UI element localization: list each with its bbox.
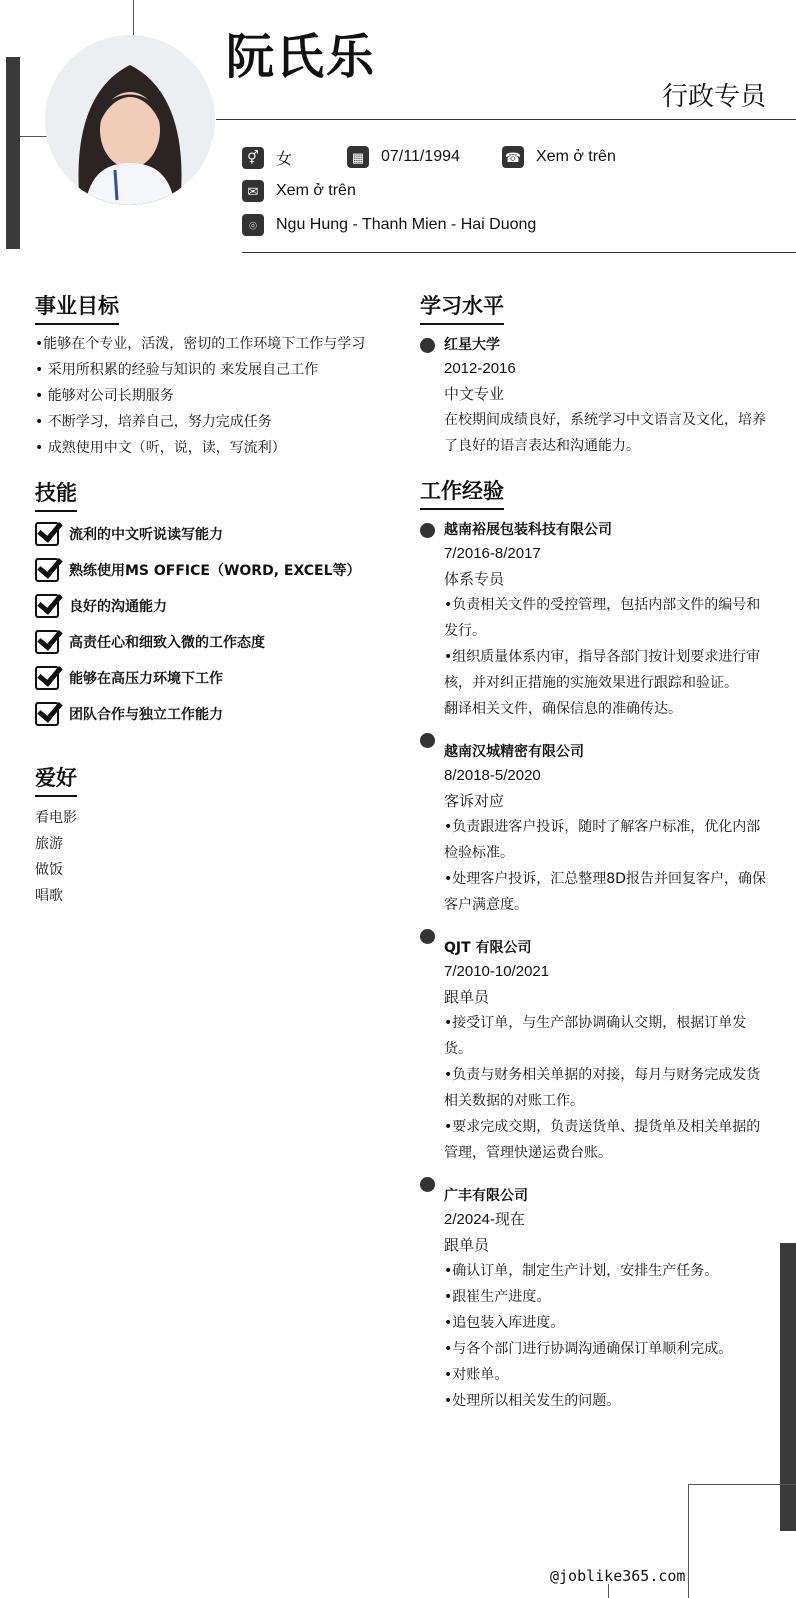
education-heading: 学习水平: [420, 290, 504, 325]
left-column: [35, 290, 385, 909]
experience-heading: 工作经验: [420, 475, 504, 510]
calendar-icon: ▦: [347, 146, 369, 168]
experience-entry: [420, 728, 770, 918]
job-period: 7/2016-8/2017: [444, 545, 541, 562]
skill-label: 流利的中文听说读写能力: [69, 527, 223, 543]
skill-item: [35, 696, 385, 732]
objective-list: [35, 331, 385, 461]
hobby-item: 唱歌: [35, 888, 63, 904]
hobby-item: 旅游: [35, 836, 63, 852]
bullet-dot: [420, 929, 435, 944]
top-divider-line: [133, 0, 134, 36]
objective-line: •能够在个专业，活泼，密切的工作环境下工作与学习: [35, 336, 366, 352]
bullet-dot: [420, 733, 435, 748]
bullet-dot: [420, 338, 435, 353]
school-major: 中文专业: [444, 385, 505, 403]
objective-line: • 能够对公司长期服务: [35, 388, 174, 404]
job-role: 跟单员: [444, 1236, 490, 1254]
hobby-item: 看电影: [35, 810, 77, 826]
gender-value: 女: [276, 151, 293, 168]
skill-item: [35, 624, 385, 660]
birthday-value: 07/11/1994: [381, 148, 460, 165]
job-role: 跟单员: [444, 988, 490, 1006]
skill-label: 团队合作与独立工作能力: [69, 707, 223, 723]
school-desc: 在校期间成绩良好，系统学习中文语言及文化，培养了良好的语言表达和沟通能力。: [444, 412, 766, 454]
phone-icon: ☎: [502, 146, 524, 168]
skill-label: 高责任心和细致入微的工作态度: [69, 635, 265, 651]
job-period: 7/2010-10/2021: [444, 963, 550, 980]
skill-label: 良好的沟通能力: [69, 599, 167, 615]
company-name: 越南裕展包装科技有限公司: [444, 522, 612, 538]
address-row: [242, 214, 536, 236]
skill-item: [35, 660, 385, 696]
job-duty: 翻译相关文件，确保信息的准确传达。: [444, 701, 682, 717]
check-icon: [35, 702, 59, 726]
check-icon: [35, 558, 59, 582]
company-name: 越南汉城精密有限公司: [444, 744, 584, 760]
right-accent-bar: [780, 1243, 796, 1531]
job-duty: •要求完成交期，负责送货单、提货单及相关单据的管理，管理快递运费台账。: [444, 1119, 761, 1161]
footer-frame-side: [688, 1484, 689, 1598]
hobbies-list: [35, 805, 385, 909]
company-name: 广丰有限公司: [444, 1188, 528, 1204]
candidate-name: 阮氏乐: [226, 29, 377, 85]
experience-entry: [420, 1172, 770, 1414]
gender-icon: ⚥: [242, 147, 264, 169]
footer-frame-top: [688, 1484, 796, 1485]
footer-watermark: @joblike365.com: [550, 1567, 686, 1585]
skills-heading: 技能: [35, 477, 77, 512]
education-entry: [420, 333, 770, 459]
location-icon: ⌾: [242, 214, 264, 236]
job-duty: •处理所以相关发生的问题。: [444, 1393, 621, 1409]
school-period: 2012-2016: [444, 360, 516, 377]
address-value: Ngu Hung - Thanh Mien - Hai Duong: [276, 216, 537, 233]
profile-photo: [45, 35, 215, 205]
mail-icon: ✉: [242, 180, 264, 202]
bullet-dot: [420, 1177, 435, 1192]
email-value: Xem ở trên: [276, 182, 356, 199]
right-column: [420, 290, 770, 1414]
job-duty: •处理客户投诉，汇总整理8D报告并回复客户，确保客户满意度。: [444, 871, 766, 913]
job-duty: •跟崔生产进度。: [444, 1289, 551, 1305]
email-row: [242, 180, 356, 202]
job-title: 行政专员: [661, 82, 766, 112]
job-duty: •负责跟进客户投诉，随时了解客户标准，优化内部检验标准。: [444, 819, 761, 861]
hobbies-heading: 爱好: [35, 762, 77, 797]
phone-value: Xem ở trên: [536, 148, 616, 165]
objective-line: • 采用所积累的经验与知识的 来发展自己工作: [35, 362, 319, 378]
gender-row: [242, 146, 292, 169]
job-duty: •接受订单，与生产部协调确认交期，根据订单发货。: [444, 1015, 747, 1057]
job-duty: •负责与财务相关单据的对接，每月与财务完成发货相关数据的对账工作。: [444, 1067, 761, 1109]
phone-row: [502, 146, 616, 168]
photo-connector-line: [20, 136, 50, 137]
job-duty: •对账单。: [444, 1367, 509, 1383]
avatar: [45, 35, 215, 205]
objective-heading: 事业目标: [35, 290, 119, 325]
job-role: 体系专员: [444, 570, 505, 588]
skill-item: [35, 588, 385, 624]
skill-label: 熟练使用MS OFFICE（WORD, EXCEL等）: [69, 563, 361, 579]
job-duty: •确认订单，制定生产计划，安排生产任务。: [444, 1263, 719, 1279]
job-period: 2/2024-现在: [444, 1211, 525, 1228]
skill-label: 能够在高压力环境下工作: [69, 671, 223, 687]
birthday-row: [347, 146, 460, 168]
company-name: QJT 有限公司: [444, 940, 532, 956]
hobby-item: 做饭: [35, 862, 63, 878]
objective-line: • 成熟使用中文（听，说，读，写流利）: [35, 440, 286, 456]
check-icon: [35, 594, 59, 618]
job-role: 客诉对应: [444, 792, 505, 810]
job-duty: •负责相关文件的受控管理，包括内部文件的编号和发行。: [444, 597, 761, 639]
bullet-dot: [420, 523, 435, 538]
experience-entry: [420, 924, 770, 1166]
check-icon: [35, 522, 59, 546]
school-name: 红星大学: [444, 337, 500, 353]
skill-item: [35, 516, 385, 552]
contact-divider: [242, 252, 796, 253]
check-icon: [35, 666, 59, 690]
job-duty: •与各个部门进行协调沟通确保订单顺利完成。: [444, 1341, 733, 1357]
objective-line: • 不断学习，培养自己，努力完成任务: [35, 414, 272, 430]
check-icon: [35, 630, 59, 654]
job-period: 8/2018-5/2020: [444, 767, 541, 784]
skills-list: [35, 516, 385, 732]
skill-item: [35, 552, 385, 588]
job-duty: •组织质量体系内审，指导各部门按计划要求进行审核，并对纠正措施的实施效果进行跟踪和验证。: [444, 649, 761, 691]
footer-tick: [608, 1584, 609, 1598]
job-duty: •追包装入库进度。: [444, 1315, 565, 1331]
left-accent-bar: [6, 57, 20, 249]
experience-entry: [420, 518, 770, 722]
title-divider: [216, 119, 796, 120]
